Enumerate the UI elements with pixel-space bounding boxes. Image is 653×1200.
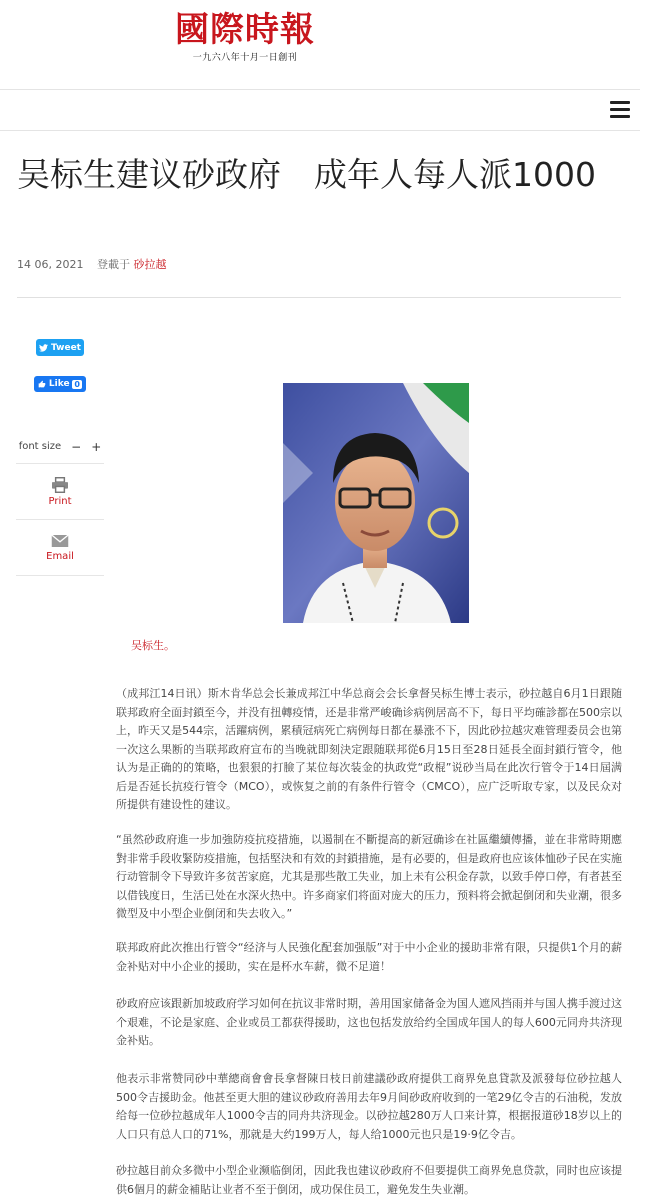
hamburger-menu-icon[interactable] <box>610 101 630 119</box>
article-paragraph: 砂政府应该跟新加坡政府学习如何在抗议非常时期，善用国家储备金为国人遮风挡雨并与国人携手渡过这个艰难，不论是家庭、企业或员工都获得援助，这也包括发放给约全国成年国人的每人600元同舟共济现金补贴。 <box>116 997 622 1047</box>
article-photo <box>283 383 469 623</box>
posted-in-label: 登載于 <box>96 258 130 271</box>
facebook-like-button[interactable] <box>34 376 86 392</box>
top-navbar <box>0 89 640 131</box>
font-decrease-button[interactable]: − <box>71 439 82 454</box>
portrait-photo <box>283 383 469 623</box>
site-logo[interactable]: 國際時報 <box>175 10 315 50</box>
print-label: Print <box>48 495 72 507</box>
font-increase-button[interactable]: + <box>91 439 102 454</box>
header-divider <box>17 297 621 298</box>
tweet-button[interactable] <box>36 339 84 356</box>
thumbs-up-icon <box>38 380 46 388</box>
envelope-icon <box>51 534 69 548</box>
masthead <box>0 0 653 86</box>
printer-icon <box>51 477 69 493</box>
article-paragraph: “虽然砂政府進一步加強防疫抗疫措施，以遏制在不斷提高的新冠确诊在社區繼續傳播，並在非常時期應對非常手段收緊防疫措施，包括堅決和有效的封鎖措施，是有必要的，但是政府也应该体恤砂子民在实施行动管制令下导致许多贫苦家庭，尤其是那些散工失业，加上未有公积金存款，以致手停口停，有者甚至以借钱度日，生活已处在水深火热中。许多商家们将面对庞大的压力，预料将会掀起倒闭和失业潮，很多微型及中小型企业倒闭和失去收入。” <box>116 833 622 920</box>
article-meta <box>17 256 166 272</box>
article-paragraph: （成邦江14日讯）斯木肯华总会长兼成邦江中华总商会会长拿督吴标生博士表示，砂拉越自6月1日跟随联邦政府全面封鎖至今，并没有扭轉疫情，还是非常严峻确诊病例居高不下，每日平均確診都在500宗以上，昨天又是544宗，活躍病例，累積冠病死亡病例每日都在暴涨不下，因此砂拉越灾难管理委员会也第一次这么果断的当联邦政府宣布的当晚就即刻決定跟随联邦從6月15日至28日延長全面封鎖行管令，他认为是正确的的策略，也狠狠的打臉了某位每次装金的执政党“政棍”说砂当局在此次行管令于14日屆满后是否延长抗疫行管令（MCO），或恢复之前的有条件行管令（CMCO），应广泛听取专家，以及民众对所提供有建设性的建议。 <box>116 687 622 811</box>
article-paragraph: 砂拉越目前众多微中小型企业濒临倒闭，因此我也建议砂政府不但要提供工商界免息贷款，同时也应该提供6個月的薪金補貼让业者不至于倒闭，成功保住员工，避免发生失业潮。 <box>116 1164 622 1196</box>
like-count: 0 <box>74 379 80 389</box>
photo-caption: 吴标生。 <box>131 639 175 652</box>
email-button[interactable] <box>16 520 104 576</box>
article-date: 14 06, 2021 <box>17 258 84 271</box>
tweet-label: Tweet <box>51 342 81 353</box>
category-link[interactable]: 砂拉越 <box>133 258 167 271</box>
article-tools <box>16 430 104 576</box>
site-tagline: 一九六八年十月一日創刊 <box>192 53 298 63</box>
font-size-label: font size <box>18 441 62 452</box>
twitter-bird-icon <box>39 344 48 352</box>
email-label: Email <box>46 550 74 562</box>
print-button[interactable] <box>16 464 104 520</box>
article-paragraph: 他表示非常赞同砂中華總商會會長拿督陳日枝日前建議砂政府提供工商界免息貸款及派發每位砂拉越人500令吉援助金。他甚至更大胆的建议砂政府善用去年9月间砂政府收到的一笔29亿令吉的石油税，发放给每一位砂拉越成年人1000令吉的同舟共济现金。以砂拉越280万人口来计算，根据报道砂18岁以上的人口只有总人口的71%，那就是大约199万人，每人给1000元也只是19·9亿令吉。 <box>116 1072 622 1141</box>
font-size-control <box>16 430 104 464</box>
article-title: 吴标生建议砂政府 成年人每人派1000 <box>17 155 596 194</box>
like-label: Like <box>48 379 70 389</box>
article-paragraph: 联邦政府此次推出行管令“经济与人民強化配套加强版”对于中小企业的援助非常有限，只提供1个月的薪金补贴对中小企业的援助，实在是杯水车薪，微不足道！ <box>116 941 622 973</box>
